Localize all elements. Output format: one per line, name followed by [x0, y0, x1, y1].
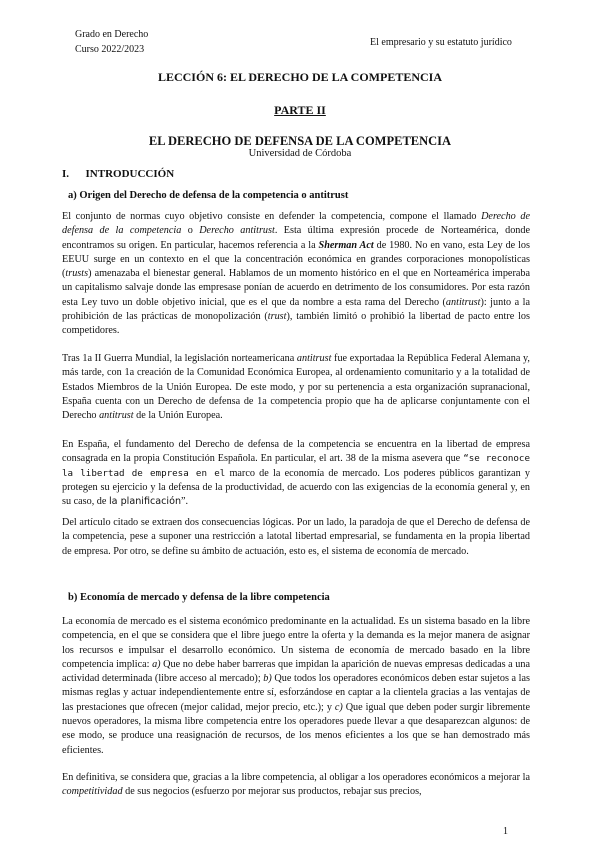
text-run: o — [181, 225, 200, 237]
paragraph-postwar — [62, 352, 530, 423]
text-run: ): junto a la prohibición de las prácticas de monopolización ( — [62, 296, 530, 323]
header-left — [75, 27, 148, 57]
lesson-title: LECCIÓN 6: EL DERECHO DE LA COMPETENCIA — [157, 70, 443, 84]
text-run: c) — [334, 701, 343, 713]
text-run: ”. — [181, 496, 189, 508]
subheading-b-title: Economía de mercado y defensa de la libre competencia — [79, 592, 330, 603]
text-run: de la Unión Europea. — [133, 410, 223, 422]
text-run: fue exportadaa la República Federal Alemana y, más tarde, con 1a creación de la Comunidad Económica Europea, al ordenamiento comunitario y a la totalidad de Estados Miembros de la Unión Europea. De este modo, y por su pertenencia a esta organización supranacional, España cuenta con un Derecho de defensa de 1a competencia propio que ha de aplicarse conjuntamente con el Derecho — [62, 353, 530, 422]
text-run: En España, el fundamento del Derecho de defensa de la competencia se encuentra en la libertad de empresa consagrada en la propia Constitución Española. En particular, el art. 38 de la misma asevera que — [62, 439, 530, 465]
text-run: Tras 1a II Guerra Mundial, la legislación norteamericana — [62, 353, 297, 364]
university-name: Universidad de Córdoba — [248, 148, 352, 159]
text-run: marco de la economía de mercado. Los poderes públicos garantizan y protegen su ejercicio y la defensa de la productividad, de acuerdo con las exigencias de la economía general y, en su caso, de — [62, 467, 530, 508]
text-run: trust — [267, 311, 287, 323]
text-run: . Esta última expresión procede de Norteamérica, donde encontramos su origen. En particular, hacemos referencia a la — [62, 225, 530, 251]
text-run: Que igual que deben poder surgir libremente nuevos operadores, la misma libre competencia entre los operadores puede llevar a que desaparezcan algunos: de ese modo, se produce una reasignación de recursos, de los menos eficientes a los que se han demostrado más eficientes. — [62, 701, 530, 756]
text-run: trusts — [65, 268, 89, 280]
text-run: Derecho antitrust — [199, 225, 275, 237]
subheading-a-label: a) — [68, 190, 77, 201]
header-degree: Grado en Derecho — [75, 29, 149, 40]
header-course: Curso 2022/2023 — [75, 44, 145, 55]
text-run: ), también limitó o prohibió la libertad de pacto entre los competidores. — [62, 311, 530, 337]
text-run: Que no debe haber barreras que impidan la aparición de nuevas empresas dedicadas a una actividad determinada (libre acceso al mercado); — [62, 658, 531, 685]
text-run: Derecho de defensa de la competencia — [62, 211, 530, 237]
text-run: de 1980. No en vano, esta Ley de los EEUU surge en un contexto en el que la concentración económica en grandes corporaciones monopolísticas ( — [62, 239, 530, 280]
quote-run: la planificación — [108, 496, 182, 508]
paragraph-origin — [62, 210, 530, 339]
section-title: INTRODUCCIÓN — [85, 168, 175, 180]
text-run: competitividad — [62, 786, 123, 798]
paragraph-in-short — [62, 771, 530, 800]
section-number: I. — [62, 168, 70, 180]
text-run: antitrust — [99, 410, 134, 422]
paragraph-spain-constitution — [62, 438, 530, 509]
part-title: PARTE II — [274, 103, 326, 117]
text-run: Sherman Act — [318, 239, 374, 251]
text-run: En definitiva, se considera que, gracias a la libre competencia, al obligar a los operadores económicos a mejorar la — [62, 772, 530, 783]
text-run: El conjunto de normas cuyo objetivo consiste en defender la competencia, compone el llamado — [62, 211, 482, 222]
quote-run: “se reconoce la libertad de empresa en el — [62, 453, 530, 479]
subheading-a — [68, 190, 348, 201]
text-run: b) — [263, 673, 272, 685]
text-run: Que todos los operadores económicos deben estar sujetos a las mismas reglas y actuar independientemente entre sí, esforzándose en captar a la clientela gracias a las ventajas de las prestaciones que ofrecen (mejor calidad, mejor precio, etc.); y — [62, 673, 530, 713]
main-title: EL DERECHO DE DEFENSA DE LA COMPETENCIA — [148, 134, 452, 148]
text-run: antitrust — [296, 353, 332, 364]
section-heading-introduccion — [62, 168, 174, 180]
subheading-b-label: b) — [68, 592, 78, 603]
header-right: El empresario y su estatuto jurídico — [370, 37, 512, 48]
text-run: La economía de mercado es el sistema económico predominante en la actualidad. Es un sistema basado en la libre competencia, en el que se considera que el libre juego entre la oferta y la demanda es la mejor manera de asignar los recursos e impulsar el desarrollo económico. Un sistema de economía de mercado basado en la libre competencia implica: — [62, 616, 530, 670]
subheading-b — [68, 592, 330, 603]
paragraph-consequences: Del artículo citado se extraen dos consecuencias lógicas. Por un lado, la paradoja de que el Derecho de defensa de la competencia, pese a suponer una restricción a latotal libertad empresarial, se fundamenta en la propia libertad de empresa. Por otro, se define su ámbito de actuación, esto es, el sistema de economía de mercado. — [62, 517, 530, 557]
page-number: 1 — [503, 826, 508, 837]
paragraph-market-economy — [62, 615, 530, 758]
text-run: ) amenazaba el bienestar general. Hablamos de un momento histórico en el que en Norteamérica imperaba un capitalismo salvaje donde las empresase ponían de acuerdo en detrimento de los consumidores. Por esta razón esta Ley tuvo un doble objetivo inicial, que es el que da nombre a esta rama del Derecho ( — [62, 268, 530, 308]
subheading-a-title: Origen del Derecho de defensa de la competencia o antitrust — [79, 190, 349, 201]
text-run: de sus negocios (esfuerzo por mejorar sus productos, rebajar sus precios, — [122, 786, 422, 798]
text-run: a) — [152, 658, 161, 670]
text-run: antitrust — [445, 296, 481, 308]
